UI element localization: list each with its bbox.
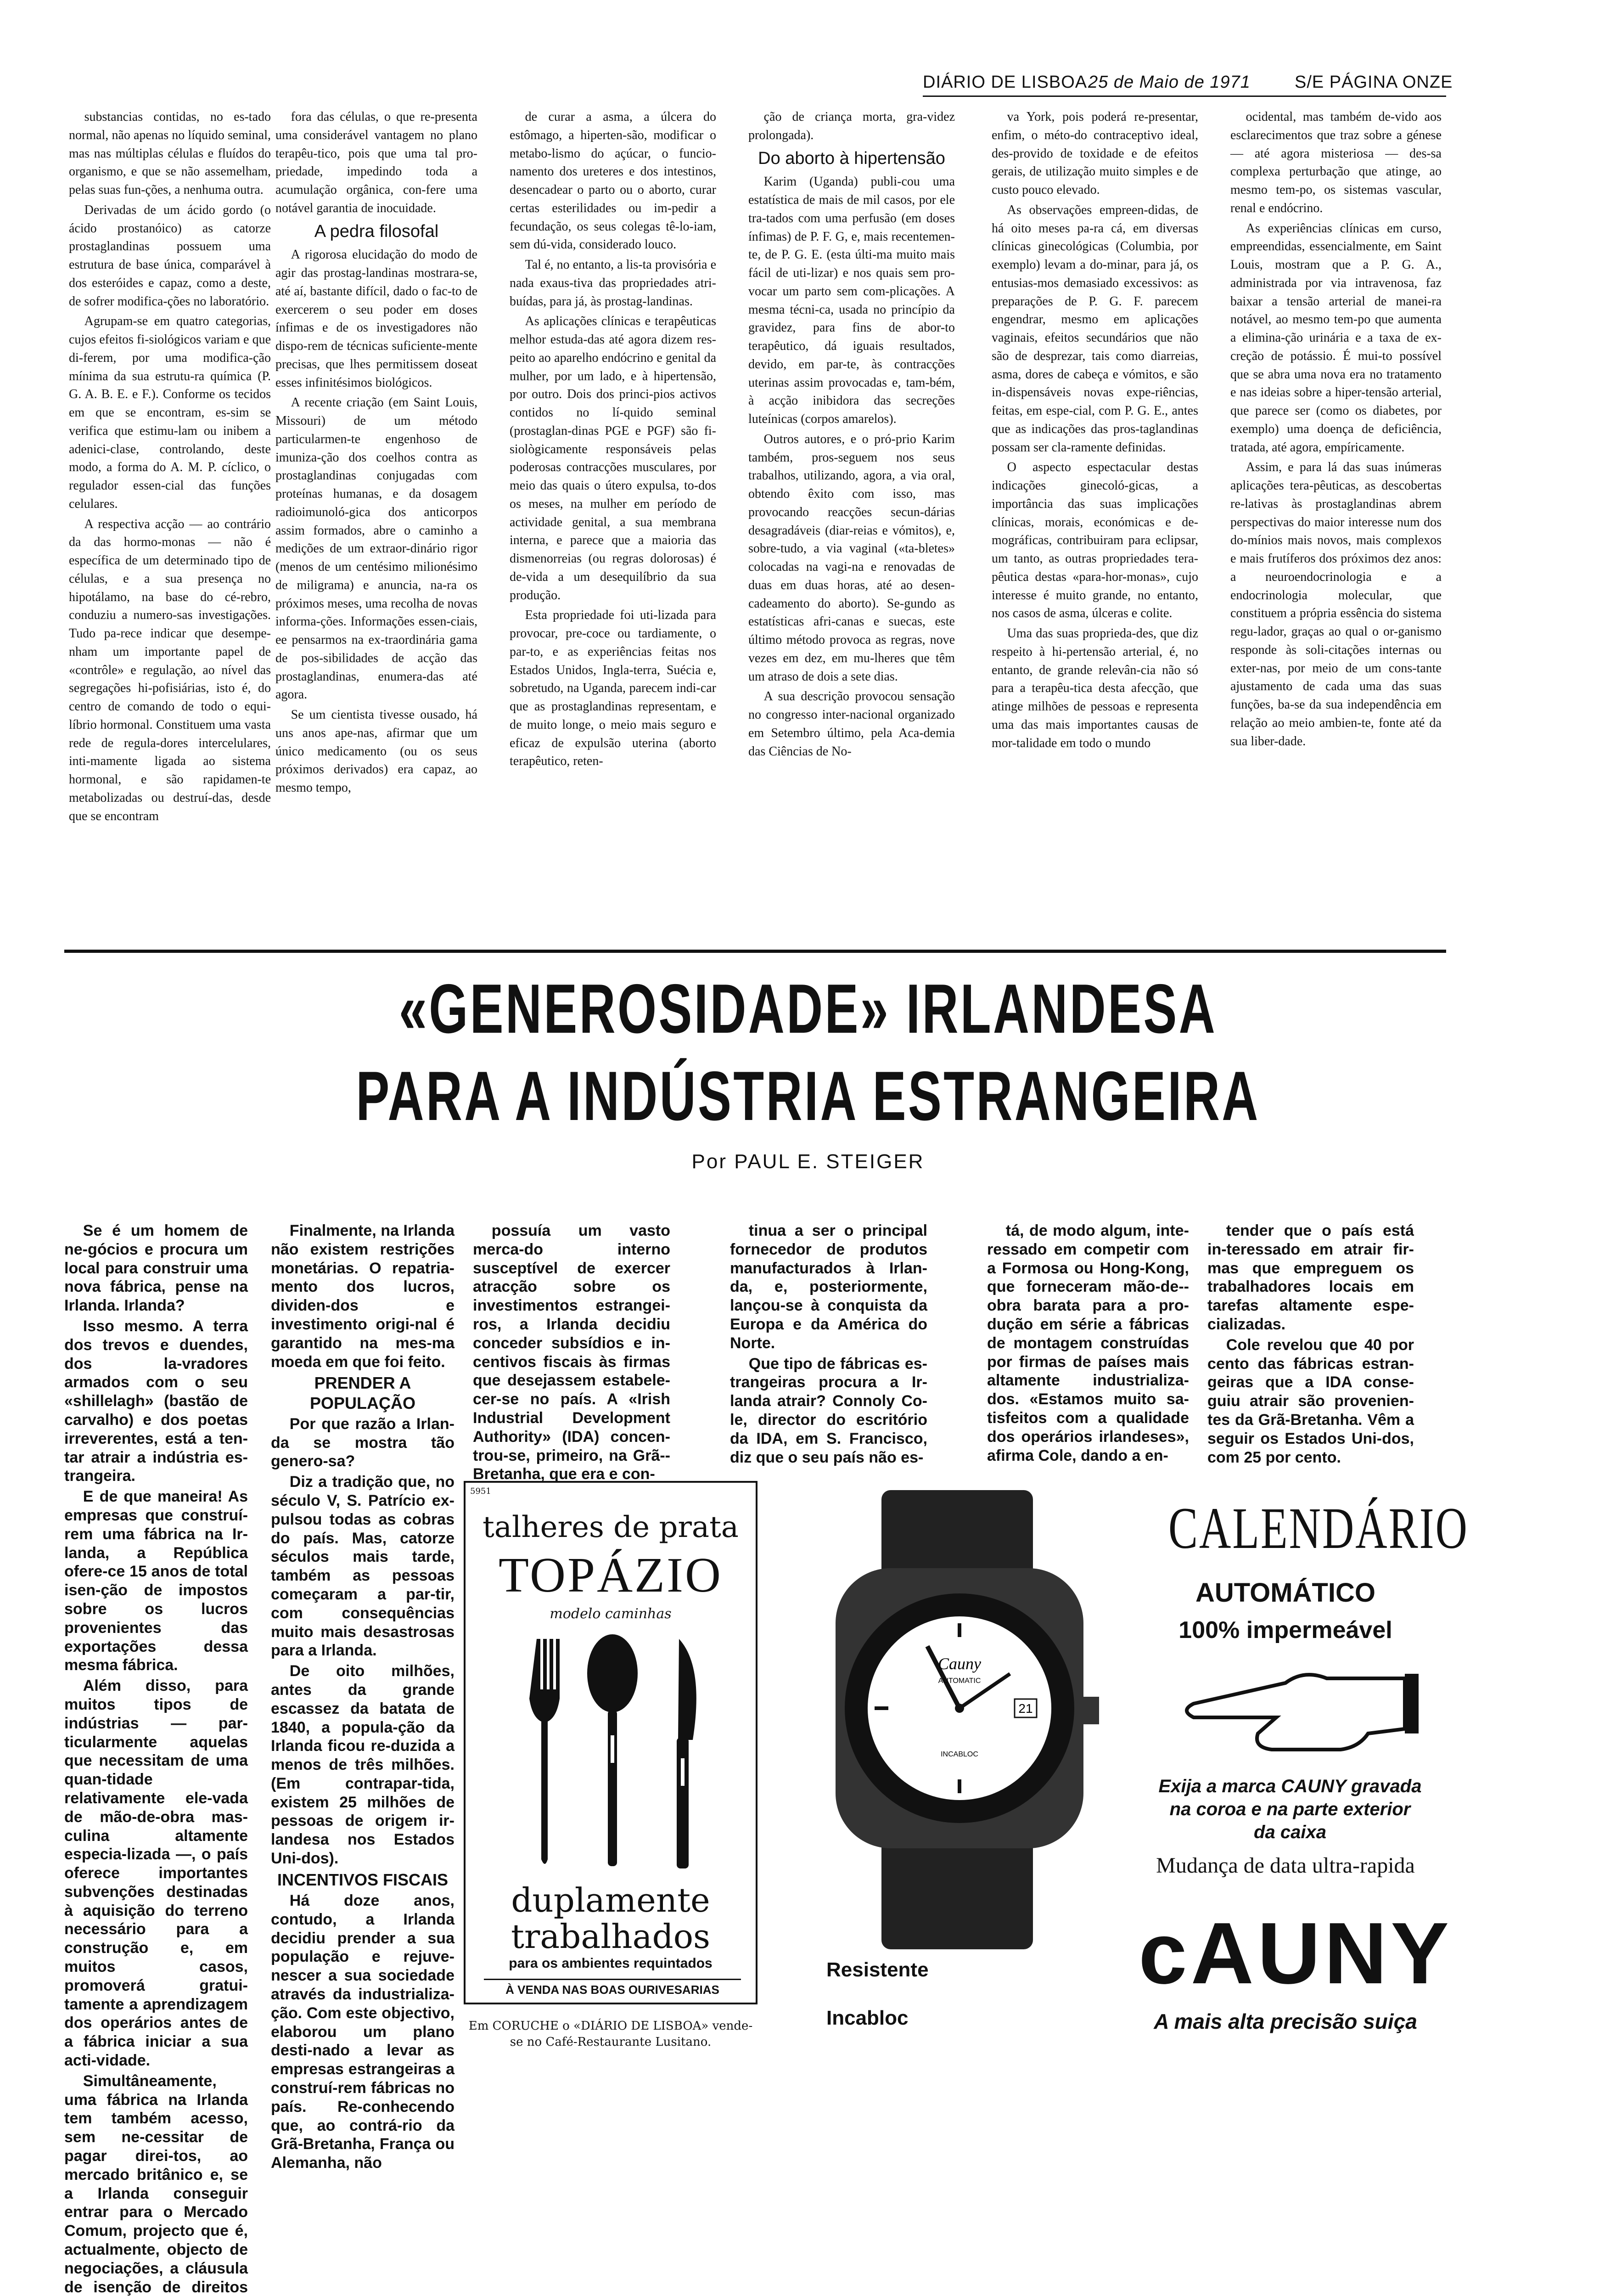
byline: Por PAUL E. STEIGER <box>691 1150 925 1173</box>
paragraph: tinua a ser o principal fornecedor de produtos manufacturados à Irlan-da, e, posteriormente, lançou-se à conquista da Europa e da América do Norte. <box>730 1222 927 1352</box>
paragraph: va York, pois poderá re-presentar, enfim, o méto-do contraceptivo ideal, des-provido de toxidade e de efeitos gerais, de utilização muito simples e de custo pouco elevado. <box>992 110 1198 197</box>
paragraph: Uma das suas proprieda-des, que diz respeito à hi-pertensão arterial, é, no entanto, de grande relevân-cia não só para a terapêu-tica desta afecção, que atinge milhões de pessoas e representa uma das mais importantes causas de mor-talidade em todo o mundo <box>992 626 1198 750</box>
paragraph: Agrupam-se em quatro categorias, cujos efeitos fi-siológicos variam e que di-ferem, por uma modifica-ção mínima da sua estrutu-ra química (P. G. A. B. E. e F.). Conforme os tecidos em que se encontram, es-sim se verifica que estimu-lam ou inibem a adenici-clase, controlando, deste modo, a forma do A. M. P. cíclico, o regulador essen-cial das funções celulares. <box>69 314 271 511</box>
page-number: S/E PÁGINA ONZE <box>1295 73 1453 92</box>
paragraph: Cole revelou que 40 por cento das fábricas estran-geiras que a IDA conse-guiu atrair são provenien-tes da Grã-Bretanha. Vêm a seguir os Estados Uni-dos, com 25 por cento. <box>1207 1336 1414 1466</box>
paragraph: Se um cientista tivesse ousado, há uns anos ape-nas, afirmar que um único medicamento (ou os seus próximos derivados) era capaz, ao mesmo tempo, <box>275 708 477 795</box>
paragraph: As aplicações clínicas e terapêuticas melhor estuda-das até agora dizem res-peito ao aparelho endócrino e genital da mulher, por um lado, e à hipertensão, por outro. Dois dos princi-pios activos contidos no lí-quido seminal (prostaglan-dinas PGE e PGF) são fi-siològicamente responsáveis pelas poderosas contracções musculares, por meio das quais o útero expulsa, to-dos os meses, na mulher em período de actividade genital, a sua membrana interna, e parece que a maioria das dismenorreias (ou regras dolorosas) é de-vida a um desequilíbrio da sua produção. <box>510 314 716 602</box>
issue-date: 25 de Maio de 1971 <box>1088 73 1251 92</box>
ad-cauny-automatic: AUTOMÁTICO <box>1195 1578 1375 1608</box>
ad-cauny-waterproof: 100% impermeável <box>1178 1617 1392 1643</box>
dial-automatic: AUTOMATIC <box>938 1677 981 1685</box>
ad-cauny-title: CALENDÁRIO <box>1168 1496 1469 1561</box>
paragraph: E de que maneira! As empresas que construí-rem uma fábrica na Ir-landa, a República ofere-ce 15 anos de total isen-ção de impostos sobre os lucros provenientes das exportações dessa mesma fábrica. <box>64 1488 248 1674</box>
top-col-2 <box>275 108 477 934</box>
paragraph: Além disso, para muitos tipos de indústrias — par-ticularmente aquelas que necessitam de uma quan-tidade relativamente ele-vada de mão-de-obra mas-culina altamente especia-lizada —, o país oferece importantes subvenções destinadas à aquisição do terreno necessário para a construção e, em muitos casos, promoverá gratui-tamente a aprendizagem dos operários antes de a fábrica iniciar a sua acti-vidade. <box>64 1677 248 2070</box>
ad-cauny-resistente: Resistente <box>826 1958 929 1981</box>
ad-topazio-line1: talheres de prata <box>483 1510 739 1544</box>
paragraph: A sua descrição provocou sensação no congresso inter-nacional organizado em Setembro último, pela Aca-demia das Ciências de No- <box>748 689 955 759</box>
pointing-hand-icon <box>1166 1660 1423 1766</box>
paragraph: O aspecto espectacular destas indicações ginecoló-gicas, a importância das suas implicações clínicas, morais, económicas e de-mográficas, contribuiram para eclipsar, um tanto, as outras propriedades tera-pêutica destas «para-hor-monas», cujo interesse é muito grande, no entanto, nos casos de asma, úlceras e colite. <box>992 460 1198 621</box>
subheading-do-aborto: Do aborto à hipertensão <box>758 148 945 168</box>
paragraph: Outros autores, e o pró-prio Karim também, pros-seguem nos seus trabalhos, utilizando, agora, a via oral, obtendo êxito com isso, mas provocando reacções secun-dárias desagradáveis (diar-reias e vómitos), e, sobre-tudo, a via vaginal («ta-bletes» colocadas na vagi-na e renovadas de duas em duas horas, até ao desen-cadeamento do aborto). Se-gundo as estatísticas afri-canas e suecas, este último método provoca as regras, nove vezes em dez, em mu-lheres que têm um atraso de dois a sete dias. <box>748 432 955 684</box>
paragraph: Que tipo de fábricas es-trangeiras procura a Ir-landa atrair? Connoly Co-le, director do escritório da IDA, em S. Francisco, diz que o seu país não es- <box>730 1355 927 1466</box>
dial-brand: Cauny <box>938 1654 981 1673</box>
subheading-incentivos: INCENTIVOS FISCAIS <box>277 1870 449 1889</box>
paragraph: de curar a asma, a úlcera do estômago, a hiperten-são, modificar o metabo-lismo do açúcar, o funcio-namento dos ureteres e dos intestinos, desencadear o parto ou o aborto, curar certas esterilidades ou im-pedir a fecundação, os seus colegas tê-lo-iam, sem dú-vida, considerado louco. <box>510 110 716 252</box>
paragraph: fora das células, o que re-presenta uma considerável vantagem no plano terapêu-tico, pois que uma tal pro-priedade, impedindo toda a acumulação orgânica, con-fere uma notável garantia de inocuidade. <box>275 110 477 215</box>
bottom-col-3 <box>473 1221 670 1483</box>
bottom-col-2 <box>271 1221 454 2172</box>
paragraph: possuía um vasto merca-do interno susceptível de exercer atracção sobre os investimentos estrangei-ros, a Irlanda decidiu conceder subsídios e in-centivos fiscais às firmas que desejassem estabele-cer-se no país. A «Irish Industrial Development Authority» (IDA) concen-trou-se, primeiro, na Grã--Bretanha, que era e con- <box>473 1222 670 1483</box>
top-col-6 <box>1230 108 1442 934</box>
paragraph: Por que razão a Irlan-da se mostra tão genero-sa? <box>271 1415 454 1470</box>
ad-topazio-model: modelo caminhas <box>550 1606 672 1622</box>
ad-topazio-sale: À VENDA NAS BOAS OURIVESARIAS <box>484 1979 741 1997</box>
ad-cauny-incabloc: Incabloc <box>826 2007 909 2029</box>
ad-topazio <box>464 1481 758 2004</box>
subheading-prender: PRENDER A POPULAÇÃO <box>309 1373 415 1412</box>
ad-topazio-brand: TOPÁZIO <box>498 1548 723 1603</box>
ad-topazio-tagline: para os ambientes requintados <box>509 1956 713 1971</box>
paragraph: ocidental, mas também de-vido aos esclarecimentos que traz sobre a génese — até agora misteriosa — des-sa complexa perturbação que atinge, ao mesmo tem-po, os sistemas vascular, renal e endócrino. <box>1230 110 1442 215</box>
distribution-note: Em CORUCHE o «DIÁRIO DE LISBOA» vende-se no Café-Restaurante Lusitano. <box>468 2019 753 2049</box>
bottom-col-6 <box>1207 1221 1414 1469</box>
paragraph: Tal é, no entanto, a lis-ta provisória e nada exaus-tiva das propriedades atri-buídas, para já, às prostag-landinas. <box>510 258 716 309</box>
top-col-5 <box>992 108 1198 934</box>
header-rule <box>923 96 1446 97</box>
ad-cauny <box>808 1481 1469 2055</box>
top-col-4 <box>748 108 955 934</box>
paragraph: Esta propriedade foi uti-lizada para provocar, pre-coce ou tardiamente, o par-to, e as experiências feitas nos Estados Unidos, Ingla-terra, Suécia e, sobretudo, na Uganda, parecem indi-car que as prostaglandinas representam, e de muito longe, o meio mais seguro e eficaz de expulsão uterina (aborto terapêutico, reten- <box>510 608 716 769</box>
dial-date: 21 <box>1018 1701 1033 1716</box>
ad-cauny-date-change: Mudança de data ultra-rapida <box>1156 1853 1415 1878</box>
newspaper-name: DIÁRIO DE LISBOA <box>923 73 1088 92</box>
top-col-1 <box>69 108 271 934</box>
paragraph: ção de criança morta, gra-videz prolongada). <box>748 110 955 142</box>
paragraph: Diz a tradição que, no século V, S. Patrício ex-pulsou todas as cobras do país. Mas, catorze séculos mais tarde, também as pessoas começaram a par-tir, com consequências muito mais desastrosas para a Irlanda. <box>271 1473 454 1660</box>
page-header <box>923 69 1453 95</box>
paragraph: De oito milhões, antes da grande escassez da batata de 1840, a popula-ção da Irlanda ficou re-duzida a menos de três milhões. (Em contrapar-tida, existem 25 milhões de pessoas de origem ir-landesa nos Estados Uni-dos). <box>271 1662 454 1868</box>
watch-illustration <box>813 1490 1106 1949</box>
paragraph: Karim (Uganda) publi-cou uma estatística de mais de mil casos, por ele tra-tados com uma perfusão (em doses ínfimas) de P. F. G, e, mais recentemen-te, de P. G. E. (esta últi-ma muito mais fácil de uti-lizar) e nos quais sem pro-vocar um parto sem com-plicações. A mesma técni-ca, usada no princípio da gravidez, para fins de abor-to terapêutico, dá iguais resultados, devido, em par-te, às contracções uterinas assim provocadas e, tam-bém, à acção inibidora das secreções luteínicas (corpos amarelos). <box>748 174 955 427</box>
section-divider <box>64 950 1446 953</box>
ad-cauny-brand: cAUNY <box>1139 1905 1453 2002</box>
paragraph: As experiências clínicas em curso, empreendidas, essencialmente, em Saint Louis, mostram que a P. G. A., administrada por via intravenosa, faz baixar a tensão arterial de manei-ra notável, ao mesmo tem-po que aumenta a elimina-ção urinária e a taxa de ex-creção de potássio. É mui-to possível que se abra uma nova era no tratamento e nas ideias sobre a hiper-tensão arterial, que parece ser (como os diabetes, por exemplo) uma doença de deficiência, tratada, até agora, empíricamente. <box>1230 221 1442 455</box>
cutlery-illustration <box>493 1630 732 1878</box>
paragraph: Há doze anos, contudo, a Irlanda decidiu prender a sua população e rejuve-nescer a sua sociedade através da industrializa-ção. Com este objectivo, elaborou um plano desti-nado a levar as empresas estrangeiras a construí-rem fábricas no país. Re-conhecendo que, ao contrá-rio da Grã-Bretanha, França ou Alemanha, não <box>271 1892 454 2172</box>
paragraph: Isso mesmo. A terra dos trevos e duendes, dos la-vradores armados com o seu «shillelagh» (bastão de carvalho) e dos poetas irreverentes, está a ten-tar atrair a indústria es-trangeira. <box>64 1317 248 1485</box>
bottom-col-1 <box>64 1221 248 2296</box>
ad-code: 5951 <box>470 1486 491 1496</box>
paragraph: Finalmente, na Irlanda não existem restrições monetárias. O repatria-mento dos lucros, dividen-dos e investimento origi-nal é garantido na mes-ma moeda em que foi feito. <box>271 1222 454 1371</box>
bottom-col-5 <box>987 1221 1189 1469</box>
paragraph: A respectiva acção — ao contrário da das hormo-monas — não é específica de um determinado tipo de células, e a sua presença no hipotálamo, na base do cé-rebro, conduziu a numero-sas investigações. Tudo pa-rece indicar que desempe-nham um importante papel de «contrôle» e regulação, ao nível das segregações hi-pofisiárias, isto é, do centro de comando de todo o equi-líbrio hormonal. Constituem uma vasta rede de regula-dores intercelulares, inti-mamente ligada ao sistema hormonal, e são rapidamen-te metabolizadas ou destruí-das, desde que se encontram <box>69 517 271 823</box>
paragraph: As observações empreen-didas, de há oito meses pa-ra cá, em diversas clínicas ginecológicas (Columbia, por exemplo) levam a do-minar, para já, os entusias-mos demasiado excessivos: as preparações de P. G. F. parecem engendrar, mesmo em aplicações vaginais, efeitos secundários que não são de desprezar, tais como diarreias, asma, dores de cabeça e vómitos, e são in-dispensáveis novas expe-riências, feitas, em espe-cial, com P. G. E., antes que as indicações das pros-taglandinas possam ser cla-ramente definidas. <box>992 203 1198 455</box>
ad-cauny-instruction: Exija a marca CAUNY gravada na coroa e na parte exterior da caixa <box>1158 1776 1422 1842</box>
paragraph: A recente criação (em Saint Louis, Missouri) de um método particularmen-te engenhoso de imuniza-ção dos coelhos contra as prostaglandinas conjugadas com proteínas humanas, e da dosagem radioimunoló-gica dos anticorpos assim formados, abre o caminho a medições de um extraor-dinário rigor (menos de um centésimo milionésimo de miligrama) e anuncia, na-ra os próximos meses, uma recolha de novas informa-ções. Informações essen-ciais, ee pensarmos na ex-traordinária gama de pos-sibilidades de acção das prostaglandinas, enumera-das até agora. <box>275 395 477 702</box>
ad-cauny-precision: A mais alta precisão suiça <box>1154 2009 1417 2033</box>
paragraph: substancias contidas, no es-tado normal, não apenas no líquido seminal, mas nas múltiplas células e fluídos do organismo, e que se não assemelham, pelas suas fun-ções, a nenhuma outra. <box>69 110 271 197</box>
paragraph: Assim, e para lá das suas inúmeras aplicações tera-pêuticas, as descobertas re-lativas às prostaglandinas abrem perspectivas do maior interesse num dos do-mínios mais novos, mais complexos e mais frutíferos dos próximos dez anos: a neuroendocrinologia e a endocrinologia molecular, que constituem a própria essência do sistema regu-lador, graças ao qual o or-ganismo responde às soli-citações internas ou exter-nas, por meio de um cons-tante ajustamento de cada uma das suas funções, ba-se da sua independência em relação ao meio ambien-te, fonte até da sua liber-dade. <box>1230 460 1442 748</box>
paragraph: Simultâneamente, uma fábrica na Irlanda tem também acesso, sem ne-cessitar de pagar direi-tos, ao mercado britânico e, se a Irlanda conseguir entrar para o Mercado Comum, projecto que é, actualmente, objecto de negociações, a cláusula de isenção de direitos <box>64 2072 248 2296</box>
headline-line-2: PARA A INDÚSTRIA ESTRANGEIRA <box>356 1057 1260 1135</box>
subheading-pedra-filosofal: A pedra filosofal <box>314 221 439 241</box>
paragraph: tá, de modo algum, inte-ressado em competir com a Formosa ou Hong-Kong, que forneceram mão-de--obra barata para a pro-dução em série a fábricas de montagem construídas por firmas de países mais altamente industrializa-dos. «Estamos muito sa-tisfeitos com a qualidade dos operários irlandeses», afirma Cole, dando a en- <box>987 1222 1189 1464</box>
dial-incabloc: INCABLOC <box>941 1750 978 1758</box>
bottom-col-4 <box>730 1221 927 1469</box>
ad-topazio-slogan: duplamente trabalhados <box>511 1881 710 1956</box>
paragraph: A rigorosa elucidação do modo de agir das prostag-landinas mostrara-se, até aí, bastante difícil, dado o fac-to de exercerem o seu poder em doses ínfimas e de os investigadores não dispo-rem de técnicas suficiente-mente precisas, que lhes permitissem doseat esses infinitésimos biológicos. <box>275 248 477 390</box>
paragraph: tender que o país está in-teressado em atrair fir-mas que empreguem os trabalhadores locais em tarefas altamente espe-cializadas. <box>1207 1222 1414 1333</box>
headline-line-1: «GENEROSIDADE» IRLANDESA <box>398 970 1218 1048</box>
top-col-3 <box>510 108 716 934</box>
paragraph: Derivadas de um ácido gordo (o ácido prostanóico) as catorze prostaglandinas possuem uma estrutura de base única, comparável à dos esteróides e capaz, como a deste, de sofrer modifica-ções no laboratório. <box>69 203 271 309</box>
paragraph: Se é um homem de ne-gócios e procura um local para construir uma nova fábrica, pense na Irlanda. Irlanda? <box>64 1222 248 1315</box>
